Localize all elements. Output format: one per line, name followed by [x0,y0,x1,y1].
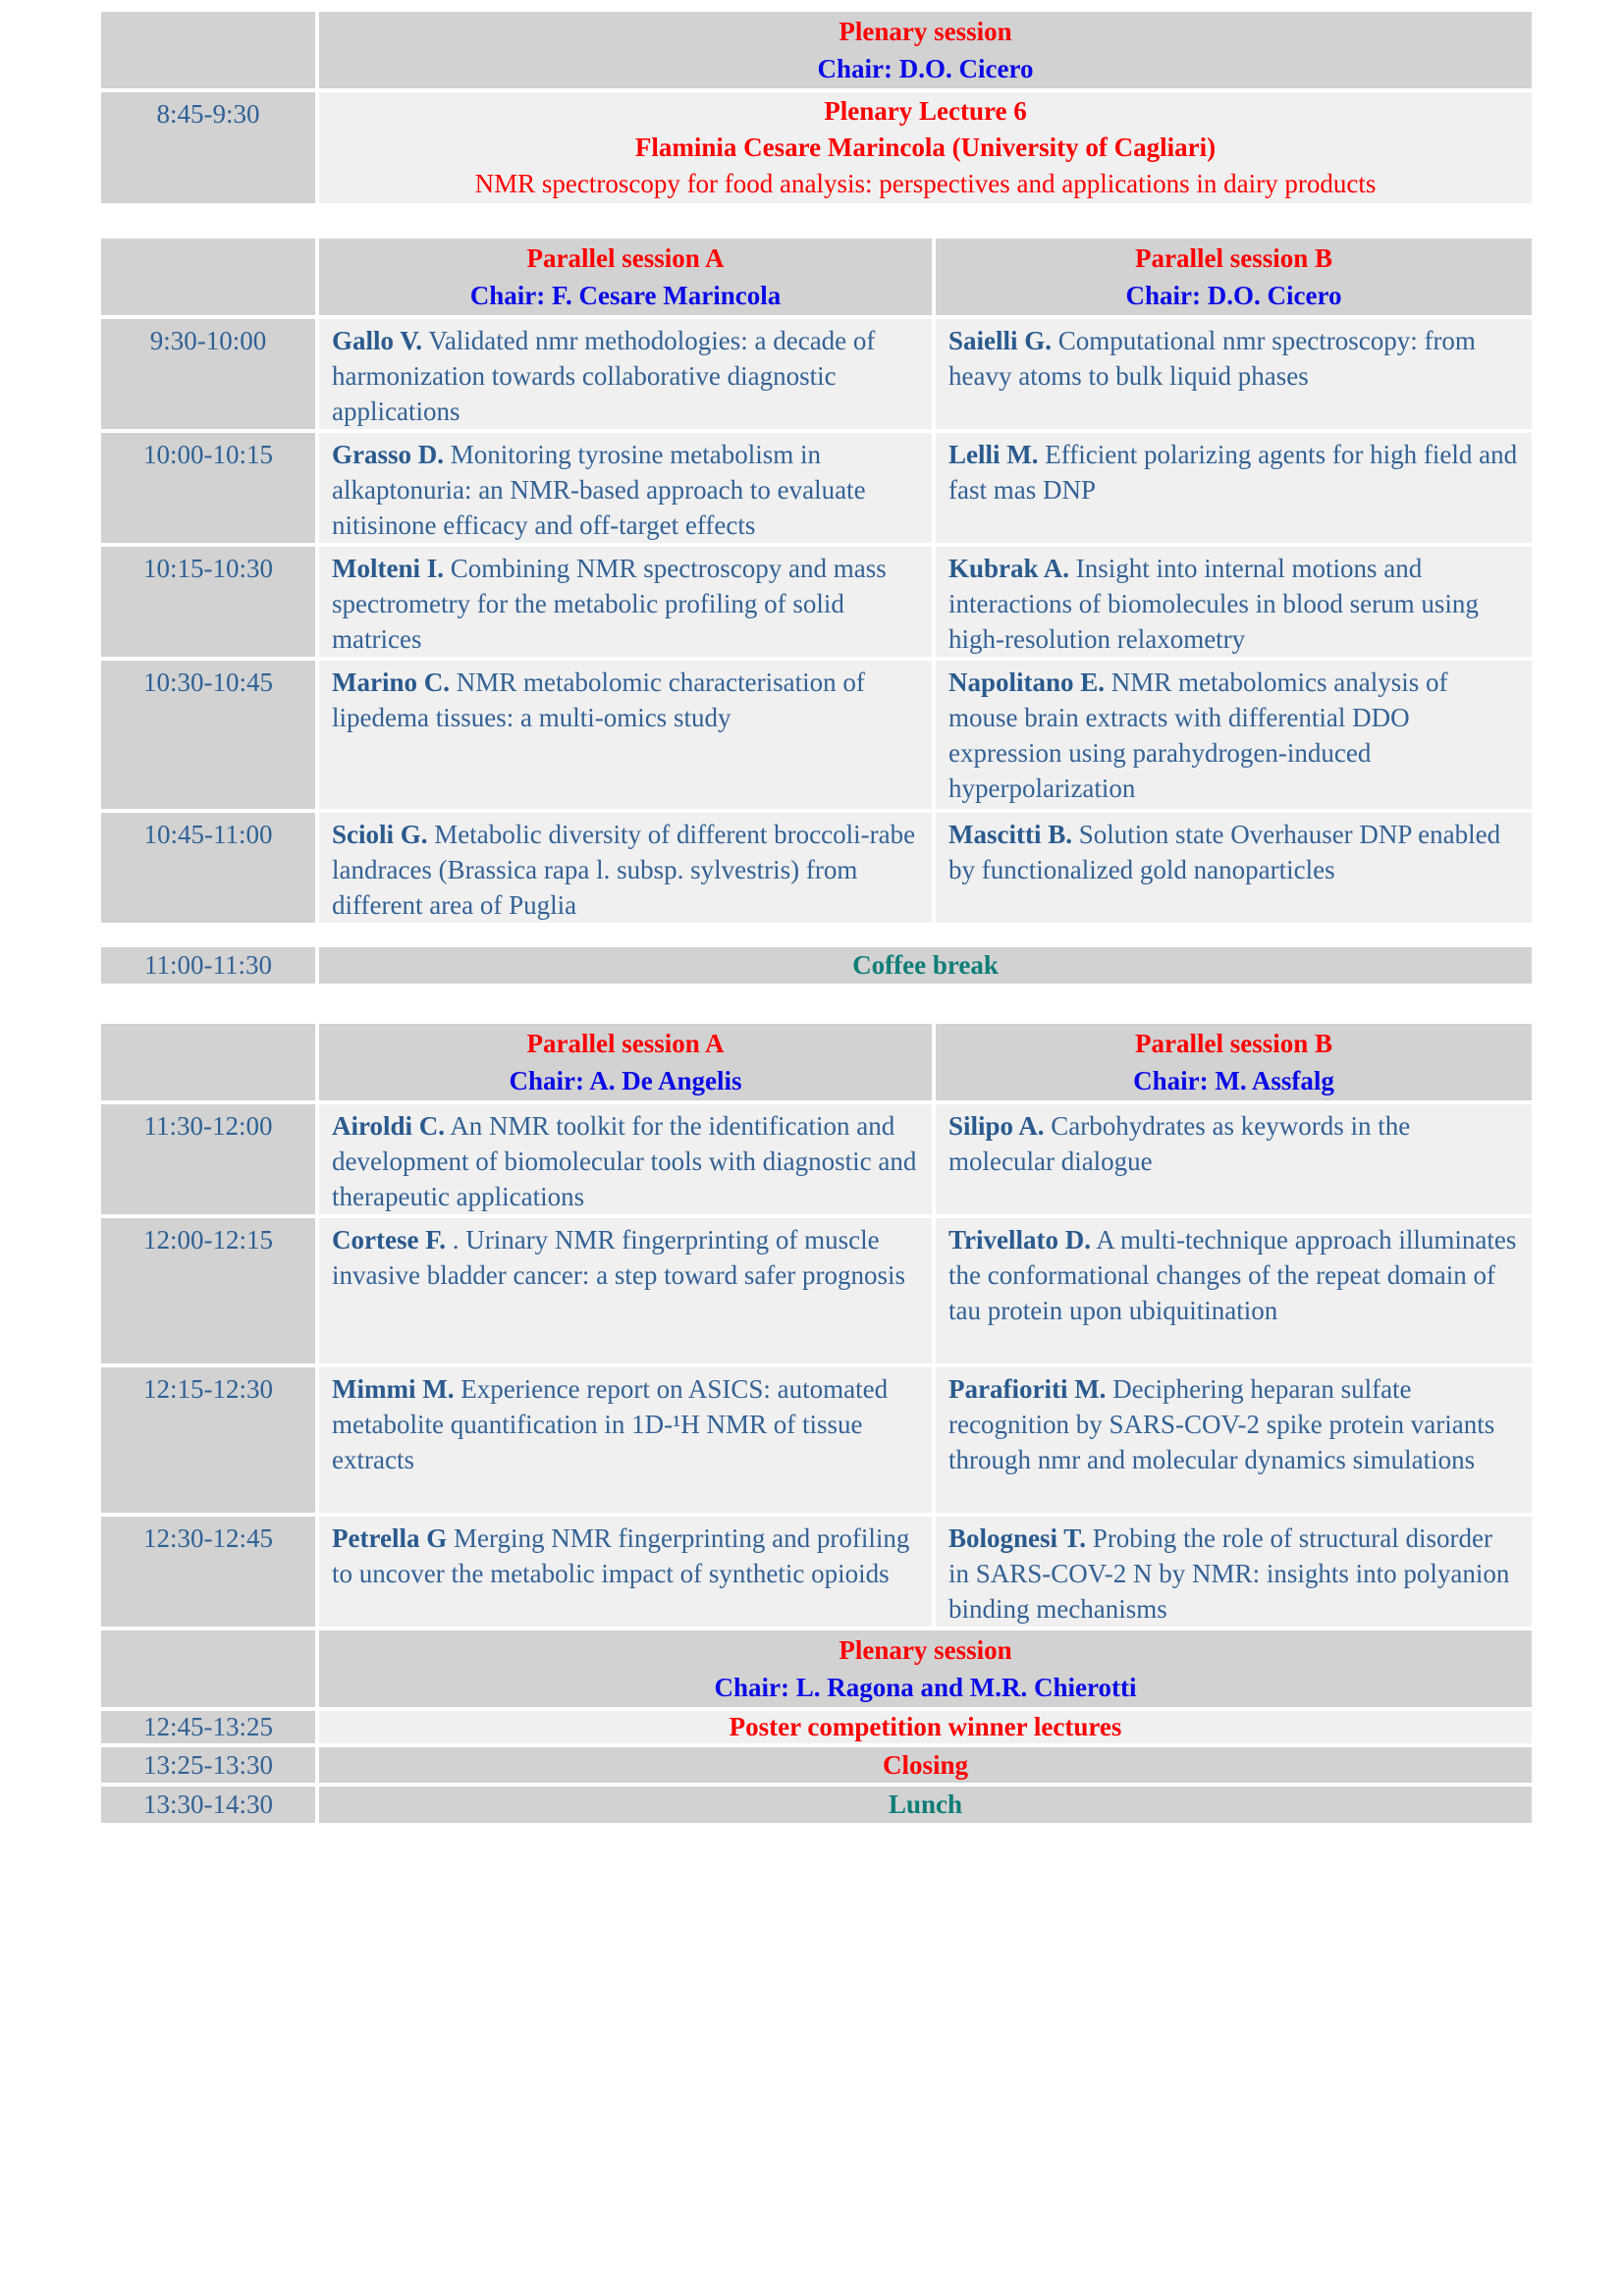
table-row [99,317,1534,431]
session-a-header [317,1022,934,1102]
talk-cell-a [317,317,934,431]
talk-cell-b [934,1515,1534,1629]
table-row [99,545,1534,659]
session-b-header [934,237,1534,317]
talk-cell-b [934,659,1534,811]
talk-cell-b [934,1102,1534,1216]
talk-title: Merging NMR fingerprinting and profiling to uncover the metabolic impact of synthetic opioids [332,1523,910,1588]
session-title: Plenary session [839,17,1012,46]
talk-title: Validated nmr methodologies: a decade of harmonization towards collaborative diagnostic applications [332,326,876,426]
talk-cell-a [317,1102,934,1216]
speaker-name: Kubrak A. [948,554,1070,583]
session-b-title: Parallel session B [1135,1029,1332,1058]
session-b-title: Parallel session B [1135,243,1332,273]
speaker-name: Bolognesi T. [948,1523,1087,1553]
time-cell-empty [99,10,317,90]
table-row [99,1515,1534,1629]
closing-cell [317,1745,1534,1785]
speaker-name: Grasso D. [332,440,444,469]
event-label: Lunch [888,1789,963,1819]
closing-plenary-header [317,1629,1534,1709]
talk-cell-b [934,811,1534,925]
talk-cell-a [317,811,934,925]
speaker-name: Mimmi M. [332,1374,455,1404]
speaker-name: Gallo V. [332,326,423,355]
time-cell: 9:30-10:00 [99,317,317,431]
plenary-lecture-cell [317,90,1534,205]
table-row [99,1022,1534,1102]
time-cell: 10:30-10:45 [99,659,317,811]
talk-title: Solution state Overhauser DNP enabled by functionalized gold nanoparticles [948,820,1501,884]
table-row [99,659,1534,811]
session-b-chair: Chair: D.O. Cicero [1125,281,1342,310]
talk-title: NMR metabolomics analysis of mouse brain extracts with differential DDO expression using parahydrogen-induced hyperpolarization [948,667,1448,803]
speaker-name: Parafioriti M. [948,1374,1107,1404]
speaker-name: Petrella G [332,1523,448,1553]
talk-title: Monitoring tyrosine metabolism in alkaptonuria: an NMR-based approach to evaluate nitisinone efficacy and off-target effects [332,440,866,540]
session-a-chair: Chair: A. De Angelis [509,1066,742,1095]
talk-title: Efficient polarizing agents for high field and fast mas DNP [948,440,1518,505]
talk-cell-a [317,1365,934,1515]
talk-cell-a [317,659,934,811]
talk-cell-b [934,1216,1534,1365]
lunch-cell [317,1785,1534,1825]
time-cell: 10:15-10:30 [99,545,317,659]
talk-title: Insight into internal motions and interactions of biomolecules in blood serum using high-resolution relaxometry [948,554,1479,654]
speaker-name: Silipo A. [948,1111,1045,1141]
speaker-name: Molteni I. [332,554,444,583]
talk-title: NMR metabolomic characterisation of lipedema tissues: a multi-omics study [332,667,865,732]
lecture-topic: NMR spectroscopy for food analysis: perspectives and applications in dairy products [474,169,1377,198]
plenary-session-header [317,10,1534,90]
time-cell: 12:30-12:45 [99,1515,317,1629]
table-row [99,431,1534,545]
speaker-name: Mascitti B. [948,820,1072,849]
talk-cell-b [934,431,1534,545]
session-chair: Chair: D.O. Cicero [817,54,1034,83]
coffee-break-cell [317,945,1534,986]
time-cell: 8:45-9:30 [99,90,317,205]
session-b-chair: Chair: M. Assfalg [1133,1066,1334,1095]
table-row [99,1785,1534,1825]
time-cell: 13:30-14:30 [99,1785,317,1825]
talk-title: Deciphering heparan sulfate recognition by SARS-COV-2 spike protein variants through nmr and molecular dynamics simulations [948,1374,1495,1474]
table-row [99,10,1534,90]
speaker-name: Airoldi C. [332,1111,446,1141]
poster-lectures-cell [317,1709,1534,1745]
talk-title: A multi-technique approach illuminates the conformational changes of the repeat domain of tau protein upon ubiquitination [948,1225,1517,1325]
talk-cell-a [317,1515,934,1629]
time-cell: 10:45-11:00 [99,811,317,925]
event-label: Poster competition winner lectures [729,1712,1122,1741]
speaker-name: Trivellato D. [948,1225,1091,1255]
parallel-session-morning-table [99,237,1534,925]
time-cell: 12:15-12:30 [99,1365,317,1515]
event-label: Closing [882,1750,969,1780]
table-row [99,1365,1534,1515]
lecture-title: Plenary Lecture 6 [824,96,1027,126]
speaker-name: Cortese F. [332,1225,446,1255]
session-b-header [934,1022,1534,1102]
session-chair: Chair: L. Ragona and M.R. Chierotti [714,1673,1137,1702]
talk-cell-a [317,1216,934,1365]
session-a-title: Parallel session A [526,1029,725,1058]
speaker-name: Napolitano E. [948,667,1106,697]
talk-title: Combining NMR spectroscopy and mass spectrometry for the metabolic profiling of solid matrices [332,554,887,654]
speaker-name: Saielli G. [948,326,1053,355]
table-row [99,90,1534,205]
talk-title: Carbohydrates as keywords in the molecular dialogue [948,1111,1411,1176]
time-cell-empty [99,1629,317,1709]
time-cell: 11:30-12:00 [99,1102,317,1216]
talk-title: Probing the role of structural disorder in SARS-COV-2 N by NMR: insights into polyanion binding mechanisms [948,1523,1510,1624]
speaker-name: Marino C. [332,667,450,697]
session-title: Plenary session [839,1635,1012,1665]
talk-cell-b [934,1365,1534,1515]
speaker-name: Scioli G. [332,820,428,849]
lecturer-name: Flaminia Cesare Marincola (University of Cagliari) [634,133,1217,162]
talk-cell-a [317,431,934,545]
table-row [99,237,1534,317]
time-cell: 13:25-13:30 [99,1745,317,1785]
table-row [99,945,1534,986]
table-row [99,1629,1534,1709]
talk-title: Computational nmr spectroscopy: from heavy atoms to bulk liquid phases [948,326,1476,391]
time-cell: 11:00-11:30 [99,945,317,986]
time-cell: 10:00-10:15 [99,431,317,545]
time-cell-empty [99,237,317,317]
session-a-title: Parallel session A [526,243,725,273]
table-row [99,811,1534,925]
talk-cell-a [317,545,934,659]
talk-title: An NMR toolkit for the identification and development of biomolecular tools with diagnostic and therapeutic applications [332,1111,917,1211]
talk-title: Metabolic diversity of different broccoli-rabe landraces (Brassica rapa l. subsp. sylvestris) from different area of Puglia [332,820,916,920]
talk-cell-b [934,545,1534,659]
time-cell: 12:00-12:15 [99,1216,317,1365]
talk-title: Experience report on ASICS: automated metabolite quantification in 1D-¹H NMR of tissue extracts [332,1374,889,1474]
break-label: Coffee break [852,950,999,980]
parallel-session-midday-table [99,1022,1534,1825]
table-row [99,1709,1534,1745]
talk-cell-b [934,317,1534,431]
session-a-chair: Chair: F. Cesare Marincola [469,281,782,310]
speaker-name: Lelli M. [948,440,1039,469]
time-cell: 12:45-13:25 [99,1709,317,1745]
morning-plenary-table [99,10,1534,205]
talk-title: . Urinary NMR fingerprinting of muscle invasive bladder cancer: a step toward safer prognosis [332,1225,906,1290]
table-row [99,1216,1534,1365]
table-row [99,1745,1534,1785]
time-cell-empty [99,1022,317,1102]
coffee-break-table [99,945,1534,986]
table-row [99,1102,1534,1216]
session-a-header [317,237,934,317]
